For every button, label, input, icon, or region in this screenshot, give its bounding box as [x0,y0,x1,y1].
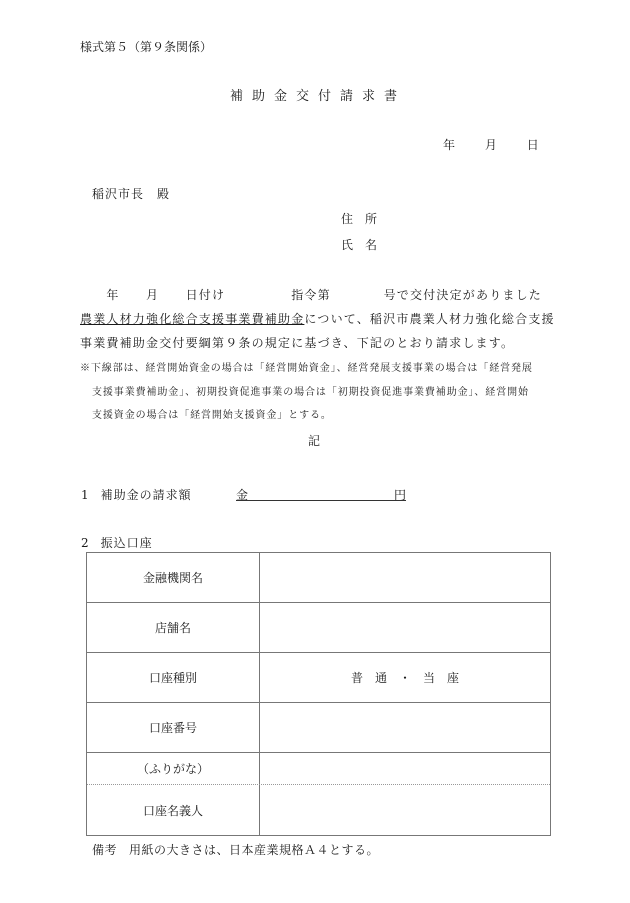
remarks-label: 備考 [92,843,118,857]
body-line-1: 年 月 日付け 指令第 号で交付決定がありました [80,288,543,302]
table-row [87,553,550,603]
body-line-2 [80,310,555,327]
date-line [443,136,539,153]
ki-heading: 記 [308,434,321,448]
bank-account-table [86,552,551,836]
amount-suffix: 円 [393,488,406,502]
item-2-label: 振込口座 [100,536,153,550]
form-number: 様式第５（第９条関係） [80,40,213,54]
furigana-field[interactable] [260,753,550,784]
table-row [87,785,550,835]
branch-name-field[interactable] [260,603,550,652]
amount-field[interactable] [236,486,406,501]
bank-name-field[interactable] [260,553,550,602]
address-label: 住 所 [341,212,378,226]
amount-prefix: 金 [236,488,249,502]
name-label: 氏 名 [341,238,378,252]
body-line-3: 事業費補助金交付要綱第９条の規定に基づき、下記のとおり請求します。 [80,336,515,350]
account-holder-label: 口座名義人 [87,785,260,835]
date-day: 日 [526,138,539,152]
item-1 [81,486,192,503]
date-month: 月 [484,138,497,152]
table-row [87,753,550,785]
furigana-label: （ふりがな） [87,753,260,784]
account-number-field[interactable] [260,703,550,752]
table-row [87,653,550,703]
remarks [92,841,379,858]
note-line-2: 支援事業費補助金」、初期投資促進事業の場合は「初期投資促進事業費補助金」、経営開始 [92,387,529,398]
branch-name-label: 店舗名 [87,603,260,652]
subsidy-name: 農業人材力強化総合支援事業費補助金 [80,312,305,326]
account-type-options[interactable]: 普 通 ・ 当 座 [350,671,459,685]
item-1-number: 1 [81,488,89,502]
table-row [87,703,550,753]
body-line-2-rest: について、稲沢市農業人材力強化総合支援 [304,312,555,326]
remarks-text: 用紙の大きさは、日本産業規格Ａ４とする。 [129,843,380,857]
account-holder-field[interactable] [260,785,550,835]
addressee: 稲沢市長 殿 [92,187,171,201]
note-line-3: 支援資金の場合は「経営開始支援資金」とする。 [92,410,332,421]
date-year: 年 [443,138,456,152]
document-title: 補助金交付請求書 [230,89,407,104]
bank-name-label: 金融機関名 [87,553,260,602]
account-type-label: 口座種別 [87,653,260,702]
account-number-label: 口座番号 [87,703,260,752]
item-2 [81,534,153,551]
note-line-1: ※下線部は、経営開始資金の場合は「経営開始資金」、経営発展支援事業の場合は「経営発展 [80,363,533,374]
item-1-label: 補助金の請求額 [100,488,192,502]
item-2-number: 2 [81,536,89,550]
table-row [87,603,550,653]
